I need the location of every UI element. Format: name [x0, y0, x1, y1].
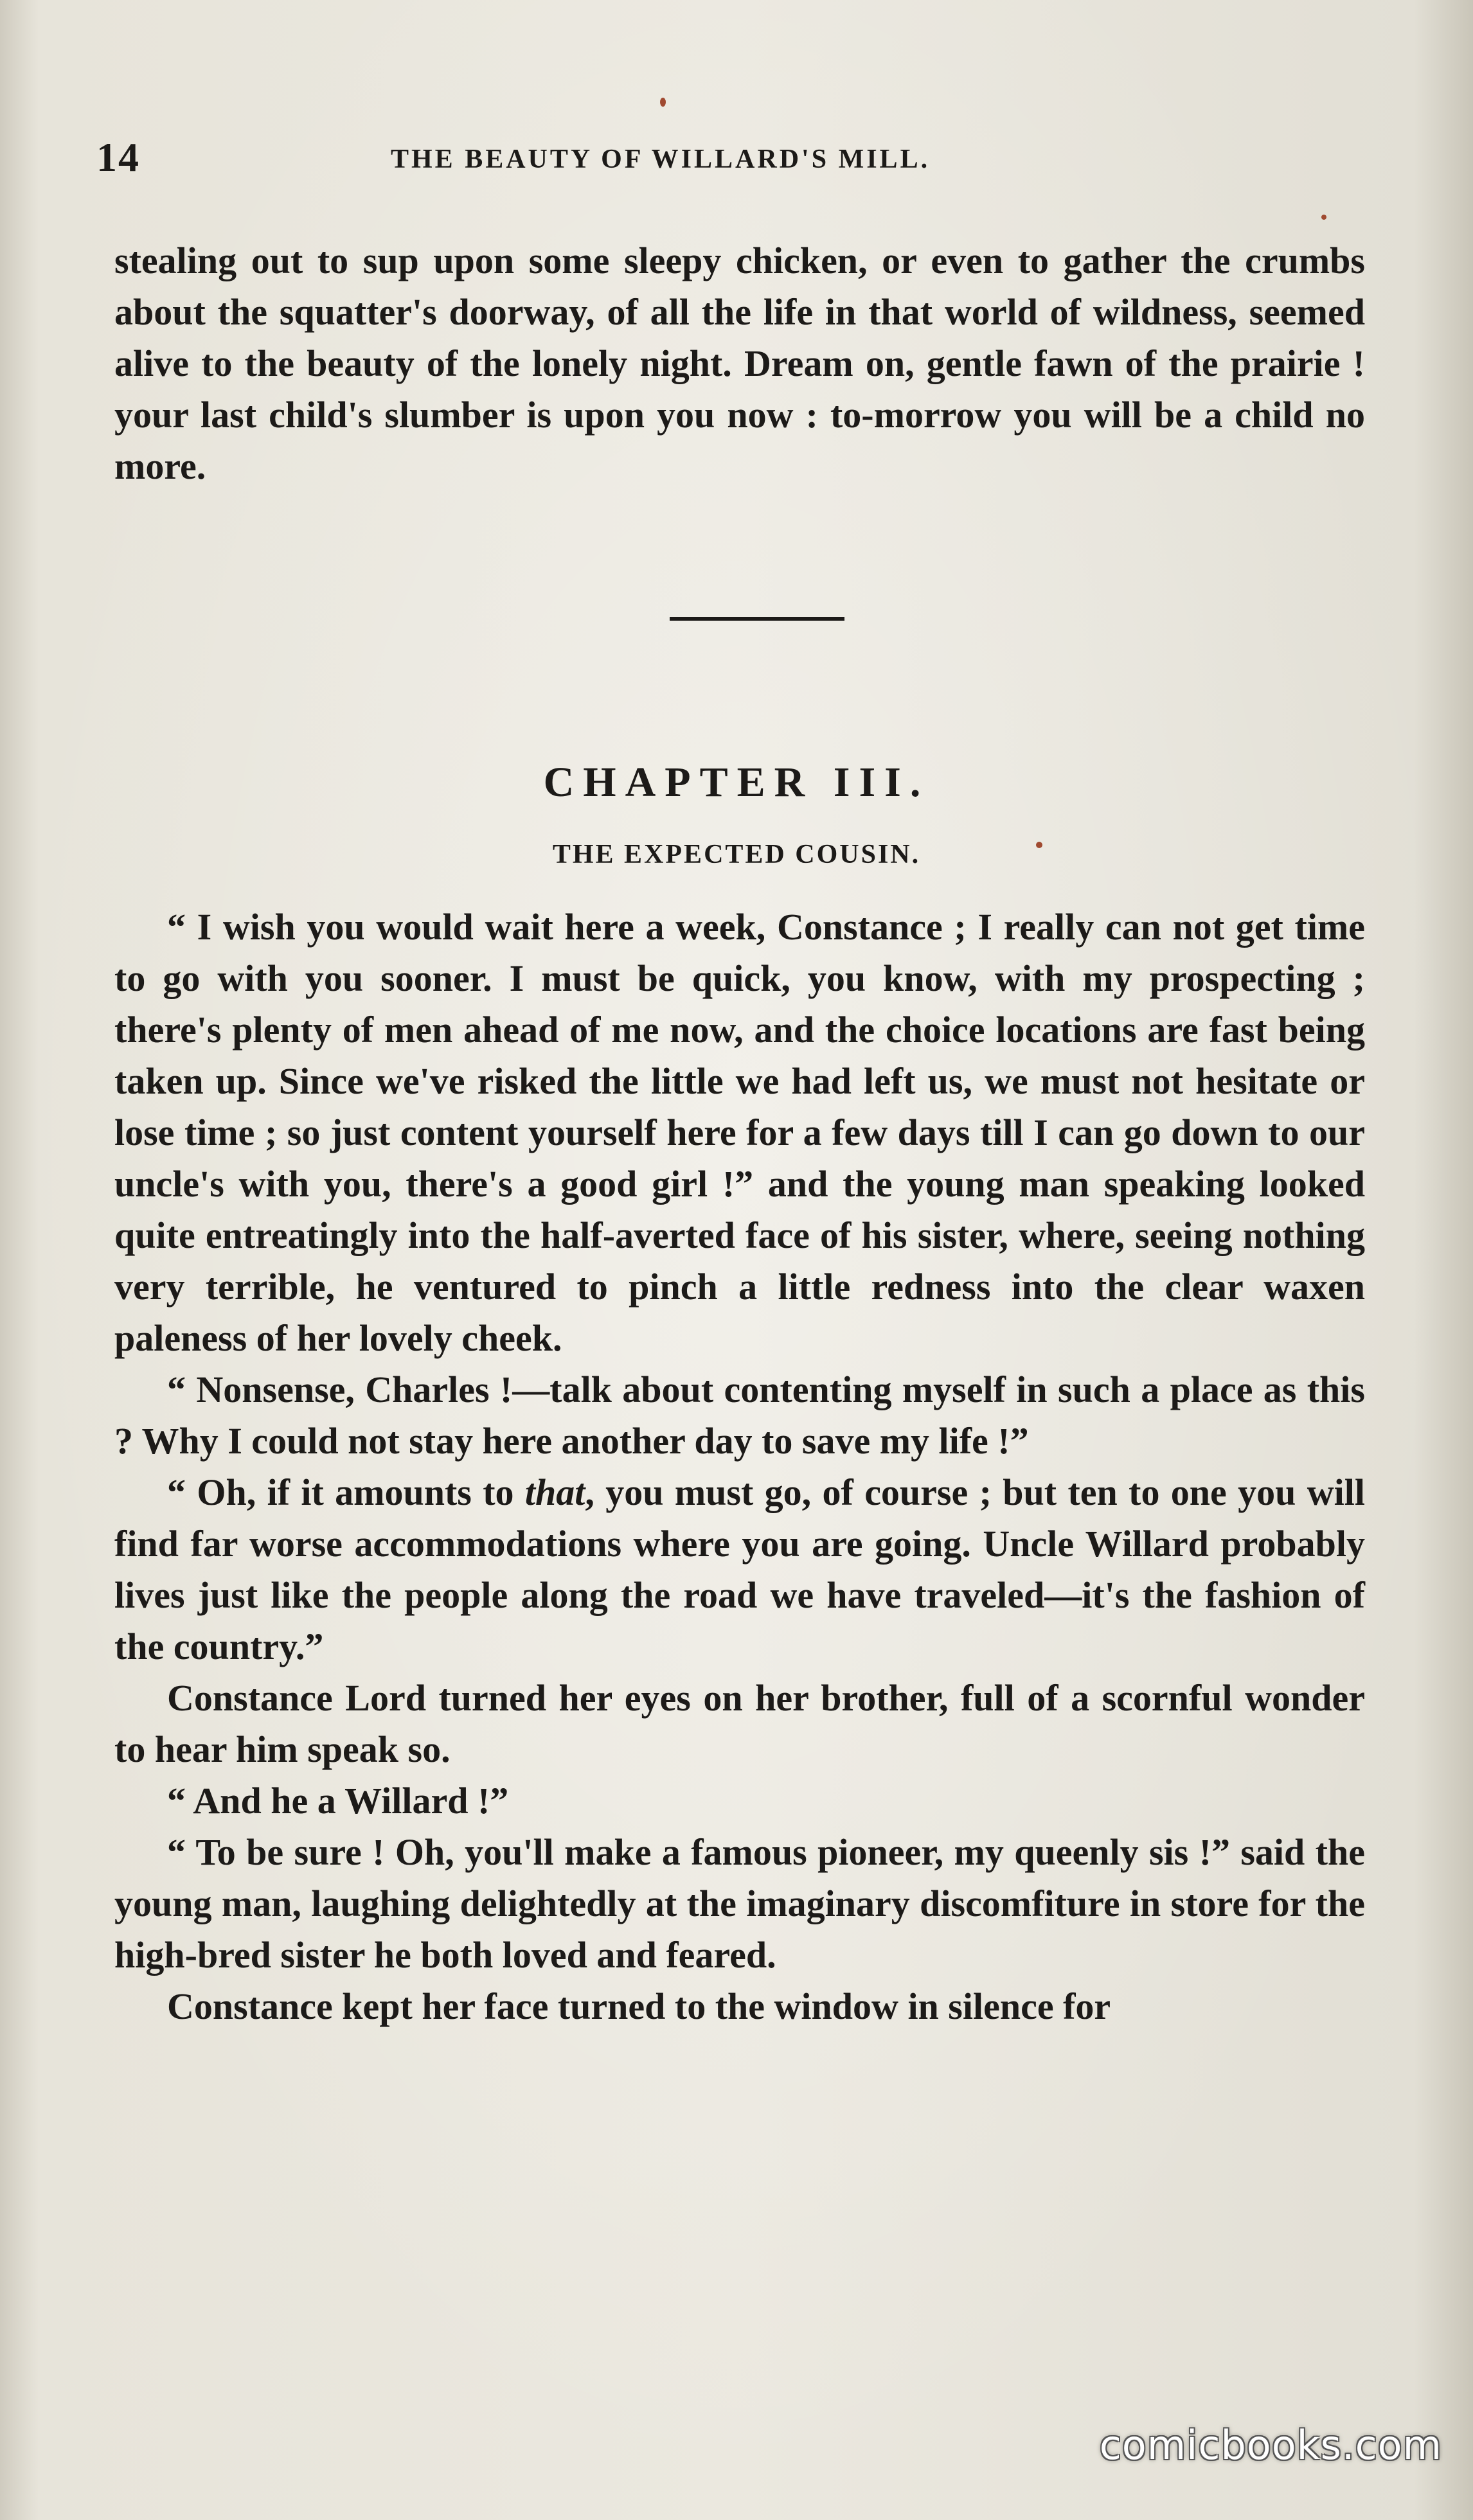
chapter-title: CHAPTER III.	[543, 759, 930, 806]
chapter-subtitle: THE EXPECTED COUSIN.	[552, 840, 921, 869]
section-divider	[670, 617, 844, 621]
page-number: 14	[96, 134, 140, 180]
paragraph: “ Nonsense, Charles !—talk about contenting myself in such a place as this ? Why I could not stay here another day to save my life !”	[114, 1369, 1365, 1462]
paragraph: Constance kept her face turned to the window in silence for	[167, 1985, 1111, 2027]
paragraph: “ Oh, if it amounts to that, you must go, of course ; but ten to one you will find far worse accommodations where you are going. Uncle Willard probably lives just like the people along the road we have traveled—it's the fashion of the country.”	[114, 1471, 1365, 1667]
paragraph: “ And he a Willard !”	[167, 1780, 509, 1822]
paper-speck	[1321, 215, 1326, 220]
running-head: THE BEAUTY OF WILLARD'S MILL.	[391, 145, 931, 174]
paper-speck	[660, 98, 666, 107]
paragraph: “ To be sure ! Oh, you'll make a famous pioneer, my queenly sis !” said the young man, laughing delightedly at the imaginary discomfiture in store for the high-bred sister he both loved and feared.	[114, 1831, 1365, 1976]
paragraph: Constance Lord turned her eyes on her brother, full of a scornful wonder to hear him speak so.	[114, 1677, 1365, 1770]
opening-paragraph: stealing out to sup upon some sleepy chicken, or even to gather the crumbs about the squatter's doorway, of all the life in that world of wildness, seemed alive to the beauty of the lonely night. Dream on, gentle fawn of the prairie ! your last child's slumber is upon you now : to-morrow you will be a child no more.	[114, 240, 1365, 487]
opening-text	[114, 235, 1365, 492]
watermark: comicbooks.com	[1099, 2422, 1442, 2469]
paragraph: “ I wish you would wait here a week, Constance ; I really can not get time to go with you sooner. I must be quick, you know, with my prospecting ; there's plenty of men ahead of me now, and the choice locations are fast being taken up. Since we've risked the little we had left us, we must not hesitate or lose time ; so just content yourself here for a few days till I can go down to our uncle's with you, there's a good girl !” and the young man speaking looked quite entreatingly into the half-averted face of his sister, where, seeing nothing very terrible, he ventured to pinch a little redness into the clear waxen paleness of her lovely cheek.	[114, 906, 1365, 1359]
page-header	[96, 134, 1369, 191]
emphasis-text: that	[524, 1471, 585, 1513]
chapter-text	[114, 901, 1365, 2032]
